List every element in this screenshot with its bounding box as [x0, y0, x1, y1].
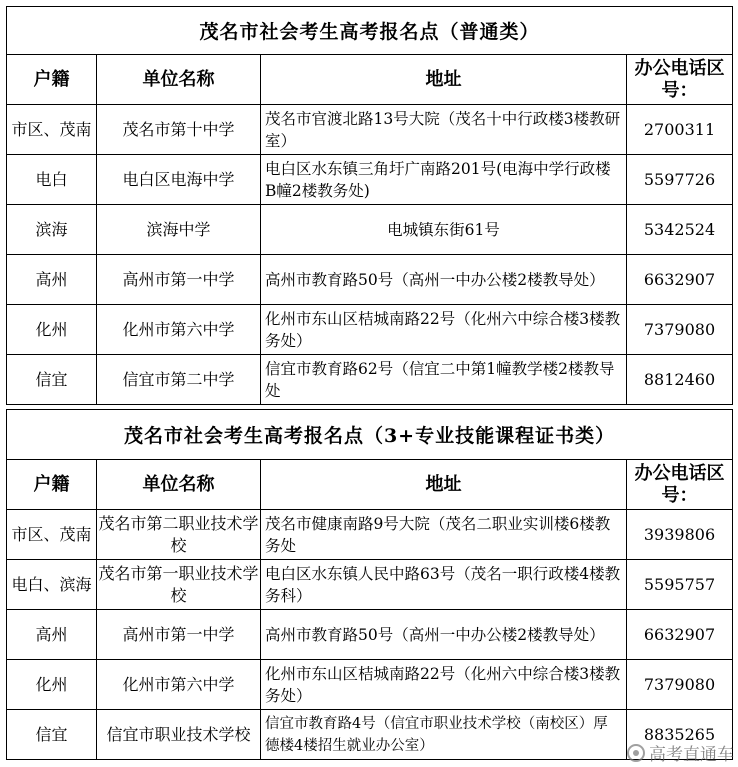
- header-phone: 办公电话区号：: [627, 55, 733, 105]
- cell-region: 市区、茂南: [7, 105, 97, 155]
- cell-unit: 电白区电海中学: [97, 155, 261, 205]
- cell-unit: 茂名市第十中学: [97, 105, 261, 155]
- cell-unit: 化州市第六中学: [97, 660, 261, 710]
- header-region: 户籍: [7, 55, 97, 105]
- cell-phone: 5595757: [627, 560, 733, 610]
- table-row: [7, 155, 733, 205]
- table-row: [7, 710, 733, 760]
- watermark: [627, 740, 734, 765]
- cell-address: 电白区水东镇三角圩广南路201号(电海中学行政楼B幢2楼教务处): [261, 155, 627, 205]
- wechat-logo-icon: [627, 744, 645, 762]
- table-row: [7, 355, 733, 405]
- table-row: [7, 510, 733, 560]
- cell-phone: 7379080: [627, 660, 733, 710]
- cell-unit: 高州市第一中学: [97, 255, 261, 305]
- cell-phone: 6632907: [627, 610, 733, 660]
- table-row: [7, 610, 733, 660]
- cell-address: 信宜市教育路62号（信宜二中第1幢教学楼2楼教导处: [261, 355, 627, 405]
- cell-region: 信宜: [7, 710, 97, 760]
- cell-unit: 茂名市第二职业技术学校: [97, 510, 261, 560]
- cell-address: 电城镇东街61号: [261, 205, 627, 255]
- table-row: [7, 560, 733, 610]
- table-title: 茂名市社会考生高考报名点（3+专业技能课程证书类）: [7, 410, 733, 460]
- table-row: [7, 205, 733, 255]
- cell-region: 化州: [7, 305, 97, 355]
- table-row: [7, 305, 733, 355]
- table-title: 茂名市社会考生高考报名点（普通类）: [7, 7, 733, 55]
- cell-address: 电白区水东镇人民中路63号（茂名一职行政楼4楼教务科）: [261, 560, 627, 610]
- cell-address: 茂名市官渡北路13号大院（茂名十中行政楼3楼教研室）: [261, 105, 627, 155]
- cell-phone: 5597726: [627, 155, 733, 205]
- table-row: [7, 660, 733, 710]
- header-phone: 办公电话区号：: [627, 460, 733, 510]
- cell-phone: 8812460: [627, 355, 733, 405]
- cell-unit: 高州市第一中学: [97, 610, 261, 660]
- registration-table-general: [6, 6, 733, 405]
- header-address: 地址: [261, 55, 627, 105]
- cell-phone: 2700311: [627, 105, 733, 155]
- cell-address: 高州市教育路50号（高州一中办公楼2楼教导处）: [261, 255, 627, 305]
- cell-address: 高州市教育路50号（高州一中办公楼2楼教导处）: [261, 610, 627, 660]
- cell-region: 市区、茂南: [7, 510, 97, 560]
- cell-address: 信宜市教育路4号（信宜市职业技术学校（南校区）厚德楼4楼招生就业办公室）: [261, 710, 627, 760]
- header-unit: 单位名称: [97, 55, 261, 105]
- cell-region: 高州: [7, 610, 97, 660]
- header-address: 地址: [261, 460, 627, 510]
- cell-unit: 茂名市第一职业技术学校: [97, 560, 261, 610]
- cell-region: 滨海: [7, 205, 97, 255]
- cell-phone: 6632907: [627, 255, 733, 305]
- cell-phone: 8835265: [627, 710, 733, 760]
- cell-phone: 3939806: [627, 510, 733, 560]
- cell-region: 电白、滨海: [7, 560, 97, 610]
- cell-address: 茂名市健康南路9号大院（茂名二职业实训楼6楼教务处: [261, 510, 627, 560]
- cell-unit: 化州市第六中学: [97, 305, 261, 355]
- header-unit: 单位名称: [97, 460, 261, 510]
- watermark-text: 高考直通车: [649, 745, 734, 765]
- registration-table-vocational: [6, 409, 733, 760]
- cell-region: 高州: [7, 255, 97, 305]
- table-row: [7, 105, 733, 155]
- cell-address: 化州市东山区桔城南路22号（化州六中综合楼3楼教务处）: [261, 660, 627, 710]
- cell-unit: 信宜市第二中学: [97, 355, 261, 405]
- cell-unit: 信宜市职业技术学校: [97, 710, 261, 760]
- cell-region: 信宜: [7, 355, 97, 405]
- header-region: 户籍: [7, 460, 97, 510]
- table-row: [7, 255, 733, 305]
- cell-phone: 5342524: [627, 205, 733, 255]
- cell-phone: 7379080: [627, 305, 733, 355]
- cell-address: 化州市东山区桔城南路22号（化州六中综合楼3楼教务处）: [261, 305, 627, 355]
- cell-region: 化州: [7, 660, 97, 710]
- cell-unit: 滨海中学: [97, 205, 261, 255]
- cell-region: 电白: [7, 155, 97, 205]
